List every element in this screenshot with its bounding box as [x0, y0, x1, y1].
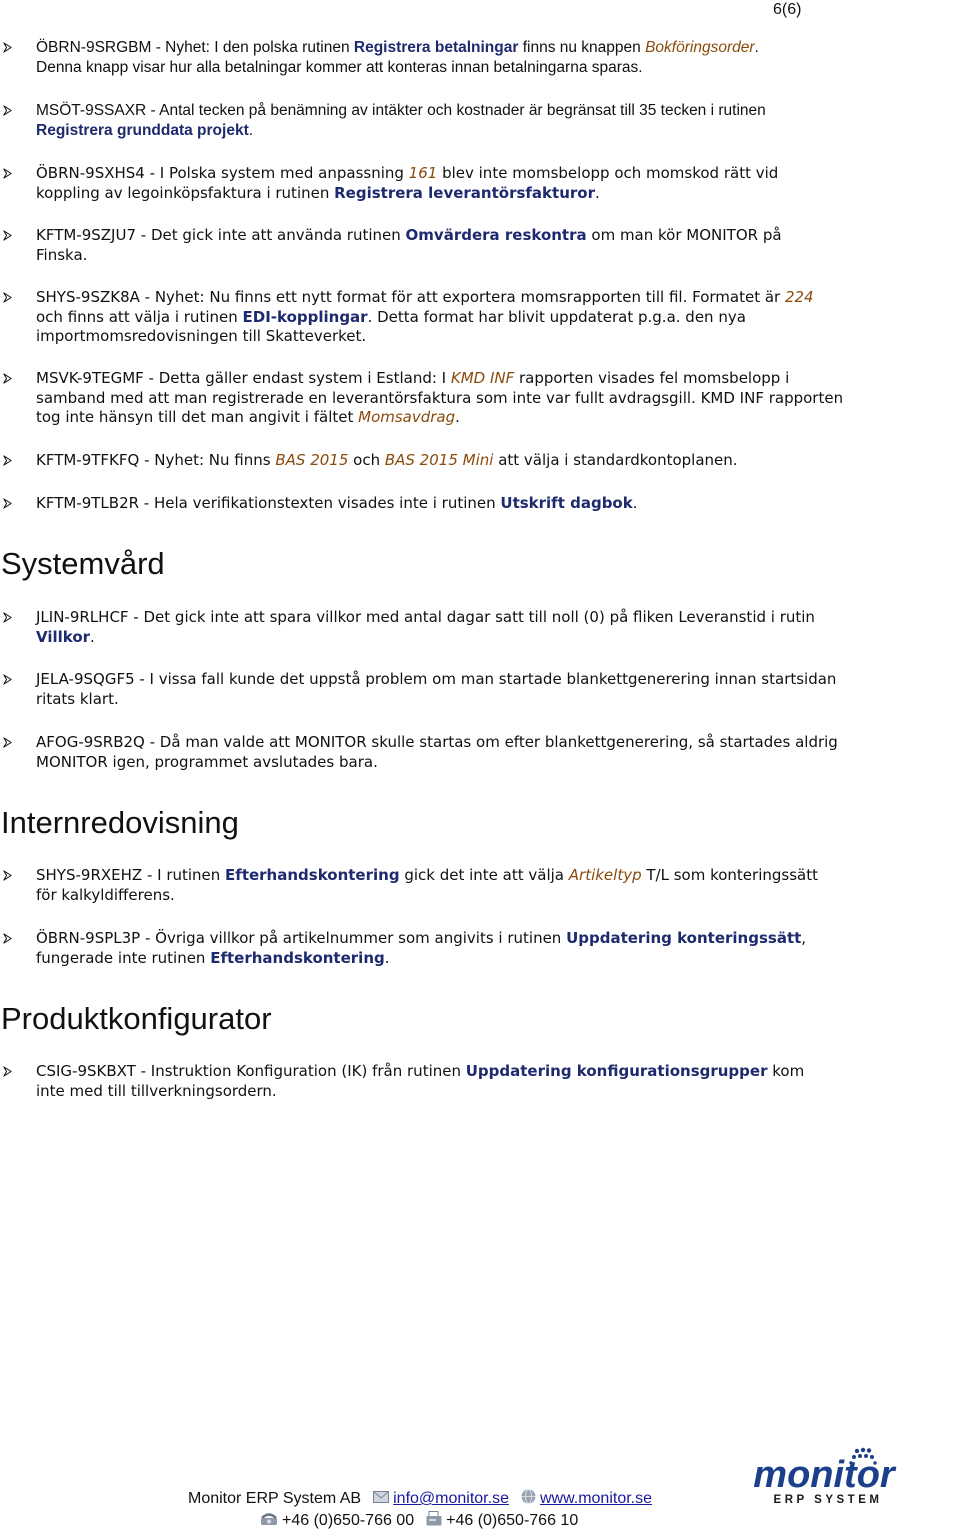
list-item: [36, 1062, 916, 1101]
field-name: Bokföringsorder: [645, 39, 755, 56]
text-run: MONITOR igen, programmet avslutades bara.: [36, 752, 378, 771]
envelope-icon: [373, 1490, 389, 1508]
field-name: KMD INF: [450, 369, 515, 387]
arrowhead-bullet-icon: [0, 288, 14, 308]
text-run: JLIN-9RLHCF - Det gick inte att spara villkor med antal dagar satt till noll (0) på fliken Leveranstid i rutin: [36, 608, 815, 626]
text-run: Denna knapp visar hur alla betalningar kommer att konteras innan betalningarna sparas.: [36, 58, 643, 76]
text-run: .: [248, 121, 254, 139]
list-item: [36, 164, 916, 203]
list-item-line: [36, 1062, 916, 1082]
list-item-line: [36, 58, 916, 78]
routine-name: Utskrift dagbok: [500, 494, 633, 512]
list-item-line: [36, 327, 916, 347]
logo-wordmark: monitor: [753, 1454, 895, 1496]
text-run: och: [348, 451, 385, 469]
list-item-line: [36, 38, 916, 58]
text-run: JELA-9SQGF5 - I vissa fall kunde det uppstå problem om man startade blankettgenerering innan startsidan: [36, 670, 837, 688]
routine-name: Omvärdera reskontra: [405, 226, 587, 244]
text-run: MSVK-9TEGMF - Detta gäller endast system i Estland: I: [36, 369, 451, 387]
list-item: [36, 866, 916, 905]
text-run: MSÖT-9SSAXR - Antal tecken på benämning av intäkter och kostnader är begränsat till 35 tecken i rutinen: [36, 102, 766, 119]
field-name: BAS 2015 Mini: [384, 451, 494, 469]
list-item: [36, 369, 916, 428]
routine-name: Efterhandskontering: [225, 866, 400, 884]
footer-email-link[interactable]: info@monitor.se: [393, 1490, 509, 1507]
text-run: .: [90, 627, 95, 646]
text-run: kom: [767, 1062, 805, 1080]
globe-icon: [521, 1489, 536, 1509]
routine-name: Efterhandskontering: [210, 948, 385, 967]
text-run: ÖBRN-9SRGBM - Nyhet: I den polska rutinen: [36, 39, 354, 56]
footer: [188, 1488, 652, 1532]
text-run: koppling av legoinköpsfaktura i rutinen: [36, 183, 335, 202]
list-item-line: [36, 886, 916, 906]
list-item: [36, 670, 916, 709]
routine-name: Registrera grunddata projekt: [36, 121, 249, 139]
list-item-line: [36, 184, 916, 204]
field-name: BAS 2015: [275, 451, 349, 469]
text-run: om man kör MONITOR på: [586, 226, 782, 244]
text-run: gick det inte att välja: [399, 866, 569, 884]
text-run: KFTM-9TLB2R - Hela verifikationstexten visades inte i rutinen: [36, 494, 501, 512]
text-run: tog inte hänsyn till det man angivit i fältet: [36, 408, 359, 426]
list-item-line: [36, 164, 916, 184]
list-item-line: [36, 1082, 916, 1102]
text-run: . Detta format har blivit uppdaterat p.g.a. den nya: [367, 307, 746, 326]
list-item-line: [36, 949, 916, 969]
list-item-line: [36, 121, 916, 141]
text-run: SHYS-9RXEHZ - I rutinen: [36, 866, 226, 884]
text-run: KFTM-9TFKFQ - Nyhet: Nu finns: [36, 451, 276, 469]
phone-icon: [260, 1512, 278, 1531]
text-run: rapporten visades fel momsbelopp i: [514, 369, 790, 387]
list-item: [36, 494, 916, 514]
field-name: Momsavdrag: [358, 408, 456, 426]
text-run: ritats klart.: [36, 689, 119, 708]
footer-website-link[interactable]: www.monitor.se: [539, 1490, 653, 1507]
list-item-line: [36, 753, 916, 773]
list-item-line: [36, 866, 916, 886]
list-item-line: [36, 226, 916, 246]
list-item-line: [36, 494, 916, 514]
text-run: blev inte momsbelopp och momskod rätt vid: [437, 164, 779, 182]
list-item-line: [36, 408, 916, 428]
section-heading-produktkonfigurator: Produktkonfigurator: [1, 1001, 272, 1036]
list-item-line: [36, 308, 916, 328]
text-run: SHYS-9SZK8A - Nyhet: Nu finns ett nytt format för att exportera momsrapporten till fil. Formatet är: [36, 288, 785, 306]
list-item-line: [36, 288, 916, 308]
list-item-line: [36, 369, 916, 389]
section-heading-systemvard: Systemvård: [1, 546, 165, 581]
routine-name: EDI-kopplingar: [242, 307, 368, 326]
routine-name: Uppdatering konfigurationsgrupper: [465, 1062, 768, 1080]
routine-name: Villkor: [36, 627, 91, 646]
text-run: T/L som konteringssätt: [641, 866, 818, 884]
monitor-logo: [750, 1447, 902, 1507]
arrowhead-bullet-icon: [0, 929, 14, 949]
list-item-line: [36, 451, 916, 471]
arrowhead-bullet-icon: [0, 226, 14, 246]
arrowhead-bullet-icon: [0, 369, 14, 389]
text-run: inte med till tillverkningsordern.: [36, 1081, 277, 1100]
routine-name: Uppdatering konteringssätt: [566, 929, 802, 947]
text-run: Finska.: [36, 245, 88, 264]
list-item: [36, 929, 916, 968]
arrowhead-bullet-icon: [0, 670, 14, 690]
logo-subtitle: ERP SYSTEM: [773, 1494, 883, 1506]
arrowhead-bullet-icon: [0, 608, 14, 628]
list-item-line: [36, 246, 916, 266]
text-run: att välja i standardkontoplanen.: [493, 451, 738, 469]
text-run: och finns att välja i rutinen: [36, 307, 243, 326]
footer-company: Monitor ERP System AB: [188, 1490, 362, 1507]
fax-icon: [426, 1511, 442, 1531]
page-number: 6(6): [773, 1, 802, 18]
text-run: ÖBRN-9SXHS4 - I Polska system med anpassning: [36, 164, 409, 182]
routine-name: Registrera betalningar: [353, 39, 519, 56]
arrowhead-bullet-icon: [0, 866, 14, 886]
arrowhead-bullet-icon: [0, 494, 14, 514]
list-item-line: [36, 608, 916, 628]
arrowhead-bullet-icon: [0, 733, 14, 753]
list-item-line: [36, 389, 916, 409]
arrowhead-bullet-icon: [0, 164, 14, 184]
arrowhead-bullet-icon: [0, 38, 14, 58]
text-run: samband med att man registrerade en leverantörsfaktura som inte var fullt avdragsgill. KMD INF rapporten: [36, 388, 844, 407]
list-item-line: [36, 628, 916, 648]
list-item-line: [36, 670, 916, 690]
list-item: [36, 608, 916, 647]
list-item-line: [36, 929, 916, 949]
field-name: Artikeltyp: [568, 866, 642, 884]
field-name: 161: [408, 164, 438, 182]
text-run: .: [455, 408, 460, 426]
text-run: ÖBRN-9SPL3P - Övriga villkor på artikelnummer som angivits i rutinen: [36, 929, 567, 947]
text-run: för kalkyldifferens.: [36, 885, 175, 904]
text-run: importmomsredovisningen till Skatteverket.: [36, 327, 367, 345]
routine-name: Registrera leverantörsfakturor: [334, 183, 595, 202]
list-item: [36, 733, 916, 772]
list-item-line: [36, 733, 916, 753]
text-run: .: [594, 183, 600, 202]
list-item: [36, 451, 916, 471]
text-run: CSIG-9SKBXT - Instruktion Konfiguration (IK) från rutinen: [36, 1062, 466, 1080]
arrowhead-bullet-icon: [0, 1062, 14, 1082]
list-item-line: [36, 690, 916, 710]
list-item: [36, 226, 916, 265]
footer-phone: +46 (0)650-766 00: [282, 1512, 415, 1529]
text-run: fungerade inte rutinen: [36, 948, 211, 967]
list-item-line: [36, 101, 916, 121]
text-run: ,: [801, 929, 807, 947]
list-item: [36, 101, 916, 140]
arrowhead-bullet-icon: [0, 101, 14, 121]
section-heading-internredovisning: Internredovisning: [1, 805, 239, 840]
text-run: AFOG-9SRB2Q - Då man valde att MONITOR skulle startas om efter blankettgenerering, så startades aldrig: [36, 733, 838, 751]
text-run: .: [754, 39, 759, 56]
text-run: KFTM-9SZJU7 - Det gick inte att använda rutinen: [36, 226, 406, 244]
footer-fax: +46 (0)650-766 10: [446, 1512, 579, 1529]
list-item: [36, 38, 916, 77]
text-run: .: [384, 948, 390, 967]
text-run: finns nu knappen: [518, 39, 646, 56]
field-name: 224: [784, 288, 814, 306]
arrowhead-bullet-icon: [0, 451, 14, 471]
text-run: .: [632, 494, 638, 512]
list-item: [36, 288, 916, 347]
